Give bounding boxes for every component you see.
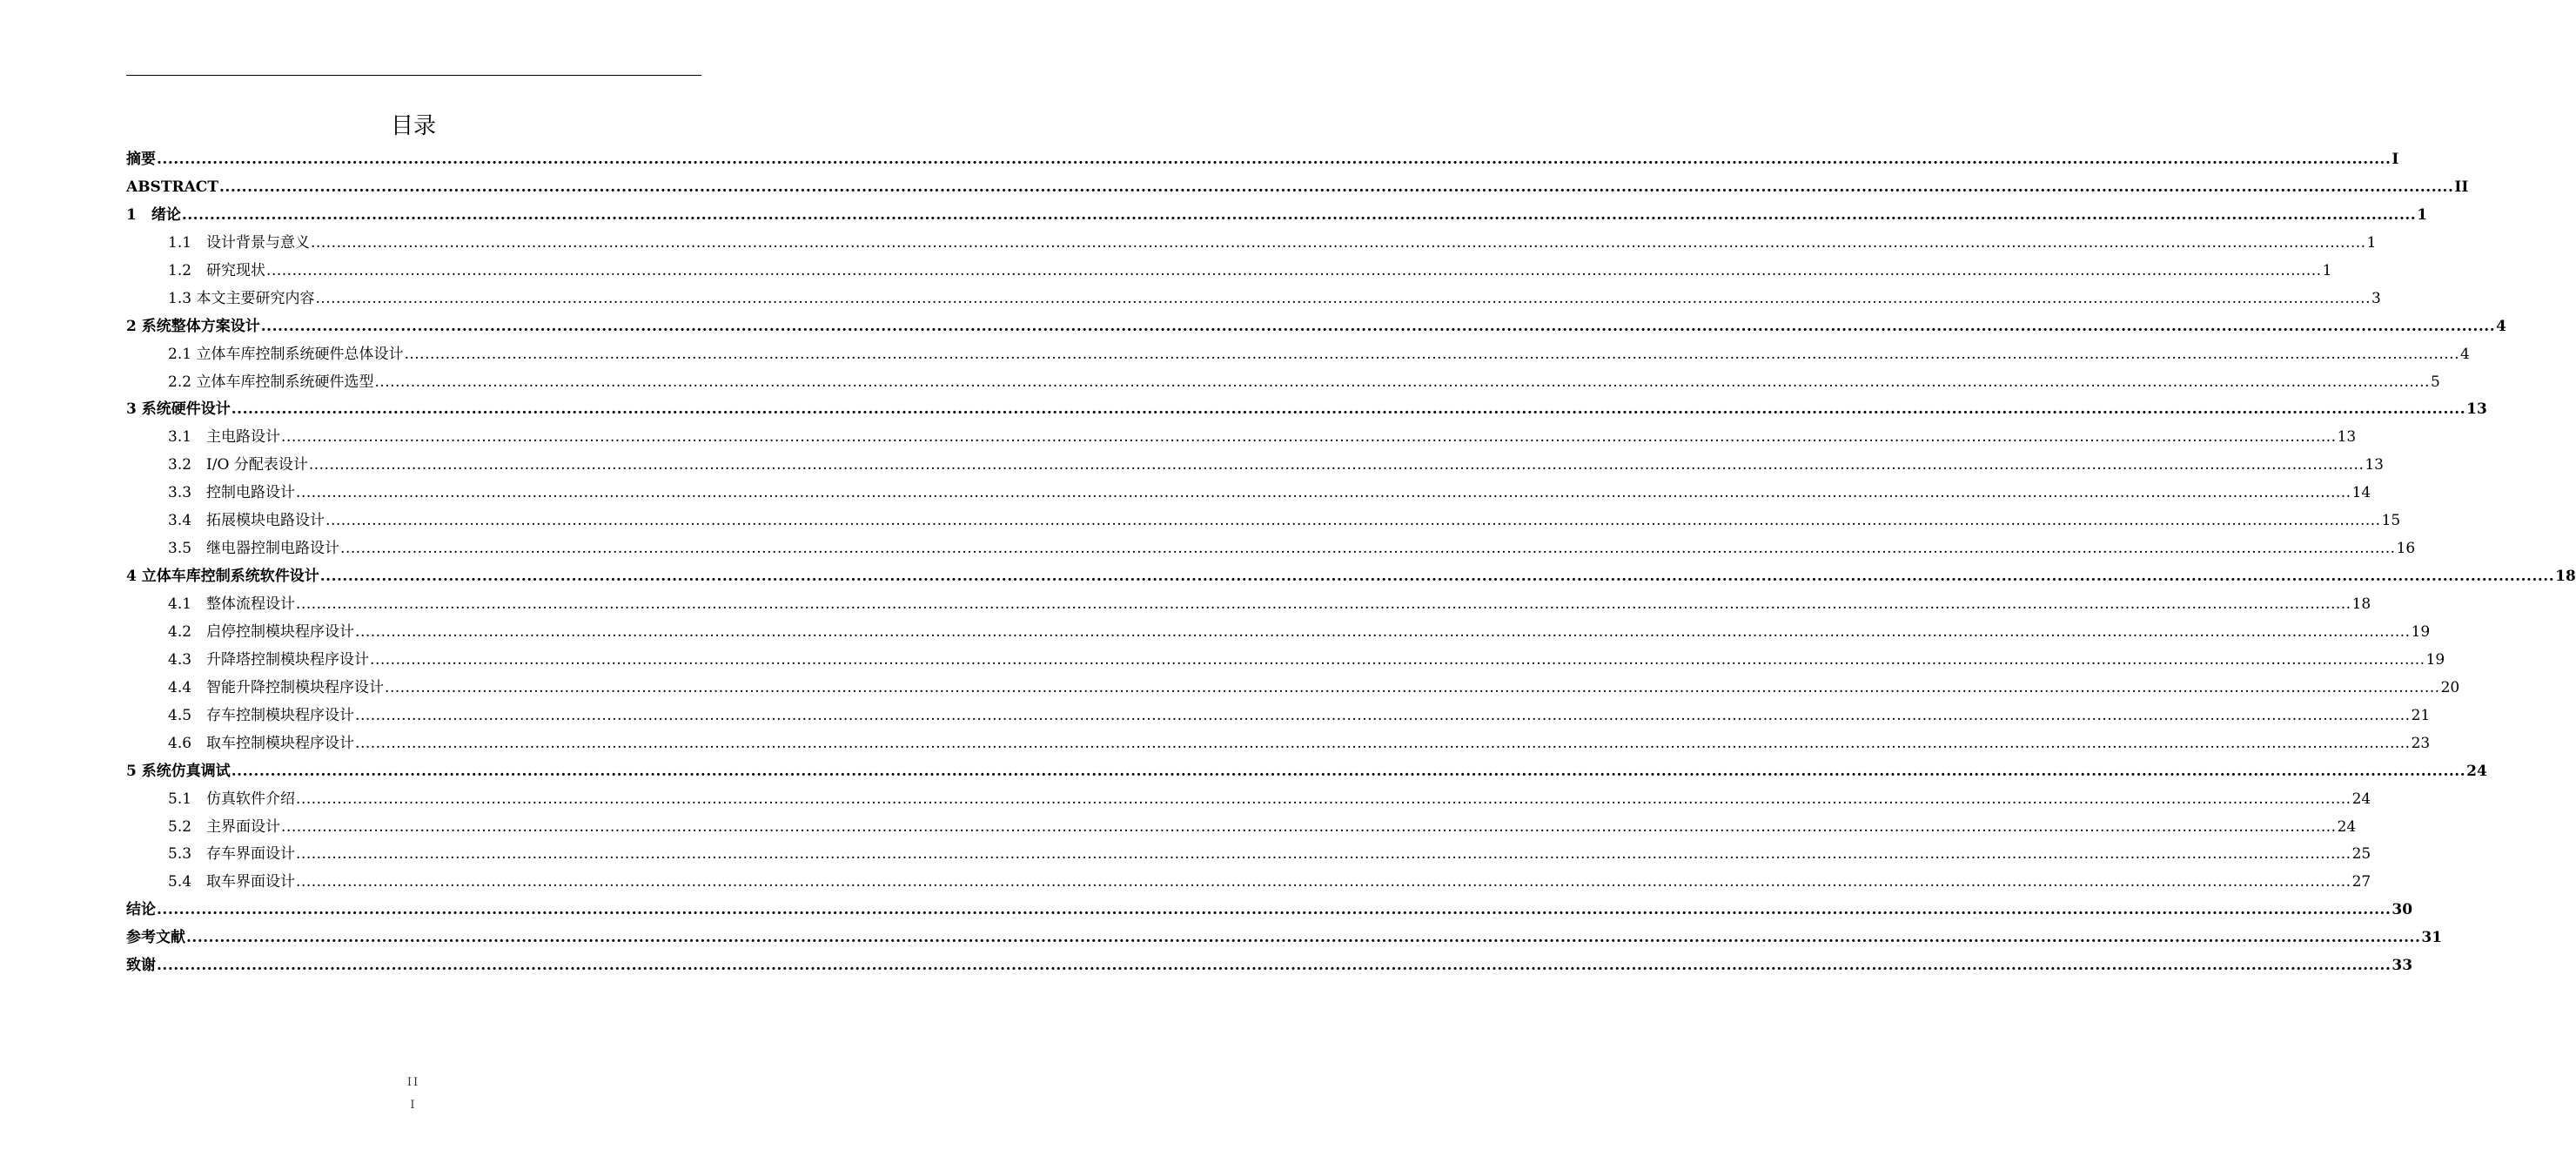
toc-entry-page: 13 [2337,428,2357,447]
toc-entry-page: 14 [2351,484,2371,502]
toc-entry-label: 4.3 升降塔控制模块程序设计 [168,650,370,669]
toc-leader-dots: ................................................................................................................................................................................................................................................................................................................................................................................................................ [315,289,2371,307]
toc-entry[interactable] [126,258,2332,286]
toc-entry-page: 1 [2366,233,2377,252]
toc-entry-label: 5.1 仿真软件介绍 [168,790,296,808]
header-rule [126,75,701,76]
toc-entry-page: II [2454,178,2469,196]
toc-entry-label: 1.2 研究现状 [168,261,266,279]
toc-entry-page: I [2392,151,2399,168]
toc-entry[interactable] [126,508,2401,535]
toc-entry-page: 13 [2365,456,2384,474]
toc-leader-dots: ................................................................................................................................................................................................................................................................................................................................................................................................................ [266,261,2322,279]
toc-entry-label: 5 系统仿真调试 [126,762,231,780]
toc-entry[interactable] [126,758,2487,786]
toc-entry-page: 20 [2440,678,2460,696]
toc-leader-dots: ................................................................................................................................................................................................................................................................................................................................................................................................................ [355,622,2411,641]
toc-leader-dots: ................................................................................................................................................................................................................................................................................................................................................................................................................ [296,845,2351,864]
toc-entry-label: 2.1 立体车库控制系统硬件总体设计 [168,345,404,363]
toc-entry-page: 4 [2496,317,2506,335]
toc-entry-page: 4 [2459,345,2470,363]
toc-entry-page: 30 [2392,901,2413,919]
toc-entry[interactable] [126,286,2381,313]
toc-title: 目录 [390,113,436,139]
toc-leader-dots: ................................................................................................................................................................................................................................................................................................................................................................................................................ [308,456,2365,474]
toc-leader-dots: ................................................................................................................................................................................................................................................................................................................................................................................................................ [296,790,2351,808]
toc-entry[interactable] [126,869,2371,897]
toc-entry[interactable] [126,591,2371,619]
page-number-upper: II [406,1076,420,1089]
toc-entry[interactable] [126,480,2371,508]
toc-entry[interactable] [126,647,2445,675]
toc-entry[interactable] [126,174,2469,202]
toc-entry-label: 结论 [126,901,156,919]
toc-entry-page: 19 [2411,622,2431,641]
toc-entry-label: 4.4 智能升降控制模块程序设计 [168,678,385,696]
toc-entry-page: 24 [2337,817,2357,836]
toc-entry-label: 参考文献 [126,929,185,947]
toc-leader-dots: ................................................................................................................................................................................................................................................................................................................................................................................................................ [385,678,2440,696]
toc-entry-label: 3.3 控制电路设计 [168,484,296,502]
toc-entry-label: 5.3 存车界面设计 [168,845,296,864]
toc-leader-dots: ................................................................................................................................................................................................................................................................................................................................................................................................................ [231,762,2466,780]
toc-leader-dots: ................................................................................................................................................................................................................................................................................................................................................................................................................ [325,512,2381,530]
toc-leader-dots: ................................................................................................................................................................................................................................................................................................................................................................................................................ [370,650,2425,669]
toc-leader-dots: ................................................................................................................................................................................................................................................................................................................................................................................................................ [319,568,2555,586]
toc-entry-label: 3.2 I/O 分配表设计 [168,456,308,474]
toc-leader-dots: ................................................................................................................................................................................................................................................................................................................................................................................................................ [355,734,2411,752]
toc-entry-label: 1.3 本文主要研究内容 [168,289,315,307]
toc-leader-dots: ................................................................................................................................................................................................................................................................................................................................................................................................................ [340,540,2396,558]
toc-entry[interactable] [126,313,2506,341]
toc-entry-label: 4.2 启停控制模块程序设计 [168,622,355,641]
toc-entry[interactable] [126,841,2371,869]
toc-entry-label: 5.4 取车界面设计 [168,873,296,891]
toc-leader-dots: ................................................................................................................................................................................................................................................................................................................................................................................................................ [404,345,2459,363]
toc-entry-page: 31 [2421,929,2443,947]
toc-leader-dots: ................................................................................................................................................................................................................................................................................................................................................................................................................ [157,151,2392,168]
toc-entry-label: 4.1 整体流程设计 [168,595,296,613]
toc-entry[interactable] [126,369,2440,397]
toc-entry-page: 1 [2417,205,2428,224]
toc-entry[interactable] [126,897,2413,925]
toc-entry[interactable] [126,202,2428,230]
toc-entry-page: 24 [2351,790,2371,808]
toc-entry[interactable] [126,452,2384,480]
toc-entry-label: 摘要 [126,151,156,168]
toc-entry-page: 24 [2466,762,2487,780]
toc-entry-label: 1.1 设计背景与意义 [168,233,311,252]
toc-entry-page: 16 [2396,540,2416,558]
toc-leader-dots: ................................................................................................................................................................................................................................................................................................................................................................................................................ [181,205,2417,224]
toc-entry-label: 4.6 取车控制模块程序设计 [168,734,355,752]
toc-entry-page: 3 [2371,289,2381,307]
toc-entry-label: 3.4 拓展模块电路设计 [168,512,325,530]
toc-entry[interactable] [126,703,2431,730]
toc-leader-dots: ................................................................................................................................................................................................................................................................................................................................................................................................................ [374,373,2430,391]
toc-entry-label: 3.1 主电路设计 [168,428,281,447]
toc-entry[interactable] [126,230,2377,258]
table-of-contents [126,146,2576,980]
toc-entry-label: 2 系统整体方案设计 [126,317,260,335]
toc-leader-dots: ................................................................................................................................................................................................................................................................................................................................................................................................................ [311,233,2366,252]
toc-entry-page: 5 [2430,373,2440,391]
toc-entry-label: 2.2 立体车库控制系统硬件选型 [168,373,374,391]
toc-entry-page: 15 [2381,512,2401,530]
toc-entry-page: 21 [2411,706,2431,724]
toc-leader-dots: ................................................................................................................................................................................................................................................................................................................................................................................................................ [296,595,2351,613]
toc-entry[interactable] [126,341,2470,369]
toc-entry-page: 1 [2322,261,2332,279]
toc-entry-label: 致谢 [126,957,156,975]
toc-entry-page: 19 [2425,650,2445,669]
toc-leader-dots: ................................................................................................................................................................................................................................................................................................................................................................................................................ [296,873,2351,891]
toc-entry[interactable] [126,730,2431,758]
toc-entry-page: 33 [2392,957,2413,975]
toc-entry-label: 5.2 主界面设计 [168,817,281,836]
toc-leader-dots: ................................................................................................................................................................................................................................................................................................................................................................................................................ [231,400,2466,419]
toc-leader-dots: ................................................................................................................................................................................................................................................................................................................................................................................................................ [218,178,2454,196]
toc-leader-dots: ................................................................................................................................................................................................................................................................................................................................................................................................................ [281,428,2337,447]
toc-entry-page: 18 [2351,595,2371,613]
toc-entry-page: 23 [2411,734,2431,752]
toc-entry-label: 3 系统硬件设计 [126,400,231,419]
toc-leader-dots: ................................................................................................................................................................................................................................................................................................................................................................................................................ [186,929,2421,947]
toc-entry-label: 4 立体车库控制系统软件设计 [126,568,319,586]
toc-leader-dots: ................................................................................................................................................................................................................................................................................................................................................................................................................ [281,817,2337,836]
toc-entry-label: 3.5 继电器控制电路设计 [168,540,340,558]
toc-entry[interactable] [126,619,2431,647]
toc-entry[interactable] [126,786,2371,814]
toc-entry[interactable] [126,814,2357,842]
toc-entry[interactable] [126,535,2416,563]
toc-entry-label: ABSTRACT [126,178,218,196]
toc-entry[interactable] [126,925,2443,952]
toc-entry[interactable] [126,563,2576,591]
toc-leader-dots: ................................................................................................................................................................................................................................................................................................................................................................................................................ [157,901,2392,919]
toc-entry[interactable] [126,675,2460,703]
toc-entry[interactable] [126,396,2487,424]
toc-entry[interactable] [126,424,2357,452]
page-number-lower: I [410,1099,417,1112]
toc-entry-page: 18 [2555,568,2576,586]
toc-entry-label: 4.5 存车控制模块程序设计 [168,706,355,724]
toc-entry-label: 1 绪论 [126,205,181,224]
toc-entry-page: 25 [2351,845,2371,864]
toc-leader-dots: ................................................................................................................................................................................................................................................................................................................................................................................................................ [296,484,2351,502]
toc-entry[interactable] [126,146,2399,174]
toc-leader-dots: ................................................................................................................................................................................................................................................................................................................................................................................................................ [355,706,2411,724]
toc-entry-page: 13 [2466,400,2487,419]
toc-leader-dots: ................................................................................................................................................................................................................................................................................................................................................................................................................ [157,957,2392,975]
toc-leader-dots: ................................................................................................................................................................................................................................................................................................................................................................................................................ [260,317,2496,335]
toc-entry[interactable] [126,952,2413,980]
toc-entry-page: 27 [2351,873,2371,891]
